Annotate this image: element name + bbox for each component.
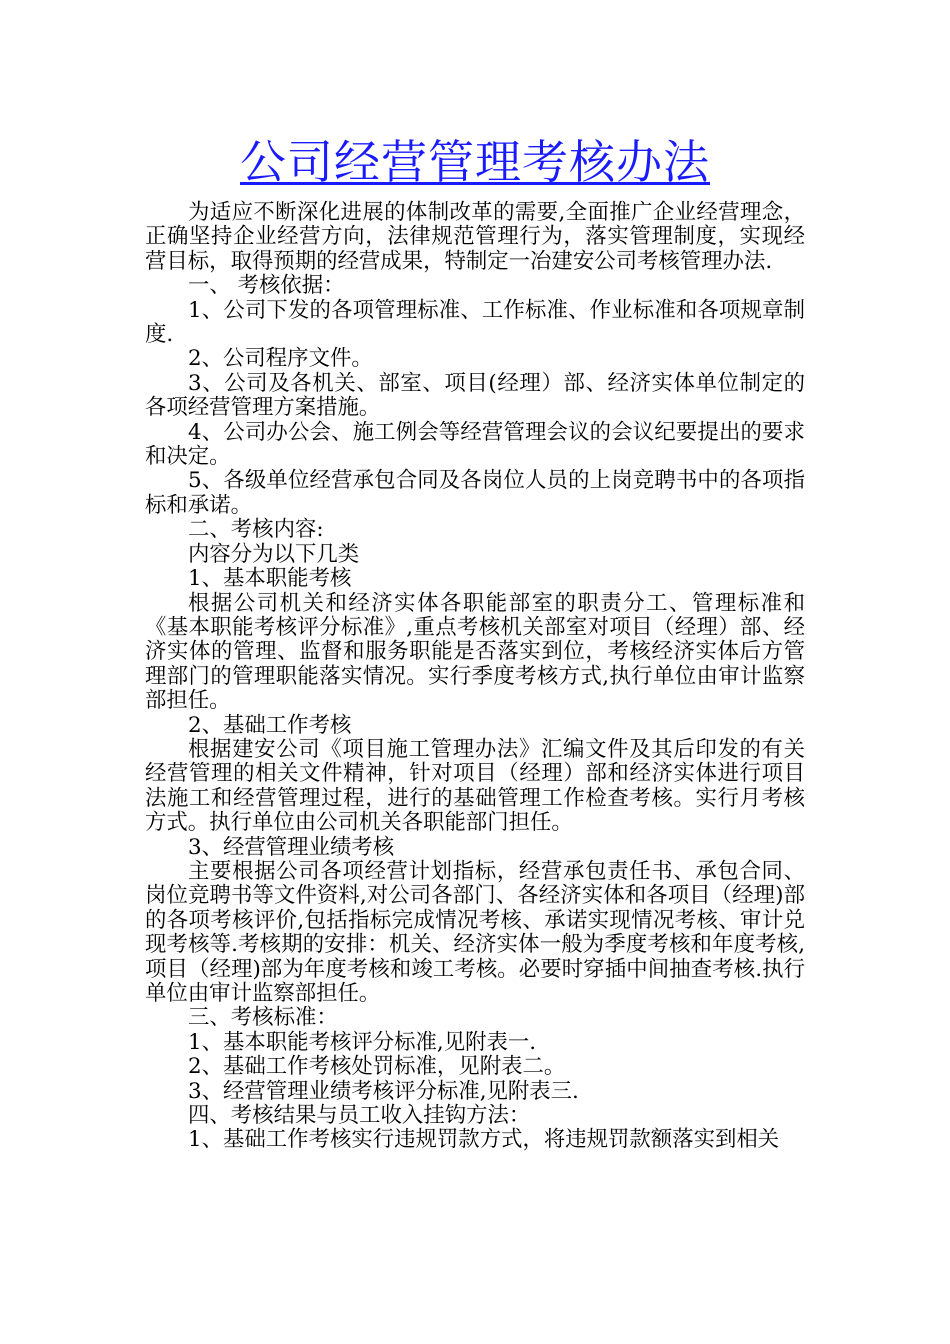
section-heading: 二、考核内容: (188, 517, 324, 543)
subsection-heading: 1、基本职能考核 (188, 566, 352, 592)
paragraph: 2、公司程序文件。 (188, 346, 373, 372)
paragraph: 根据公司机关和经济实体各职能部室的职责分工、管理标准和《基本职能考核评分标准》,重点考核机关部室对项目（经理）部、经济实体的管理、监督和服务职能是否落实到位，考核经济实体后方管理部门的管理职能落实情况。实行季度考核方式,执行单位由审计监察部担任。 (145, 590, 805, 714)
subsection-heading: 2、基础工作考核 (188, 712, 352, 738)
section-heading: 三、考核标准： (188, 1005, 338, 1031)
paragraph: 1、基础工作考核实行违规罚款方式，将违规罚款额落实到相关 (188, 1127, 780, 1153)
paragraph: 根据建安公司《项目施工管理办法》汇编文件及其后印发的有关经营管理的相关文件精神，针对项目（经理）部和经济实体进行项目法施工和经营管理过程，进行的基础管理工作检查考核。实行月考核方式。执行单位由公司机关各职能部门担任。 (145, 736, 805, 836)
section-heading: 一、 考核依据： (188, 273, 345, 299)
paragraph: 为适应不断深化进展的体制改革的需要,全面推广企业经营理念，正确坚持企业经营方向，法律规范管理行为，落实管理制度，实现经营目标，取得预期的经营成果，特制定一冶建安公司考核管理办法. (145, 200, 805, 274)
paragraph: 2、基础工作考核处罚标准，见附表二。 (188, 1054, 566, 1080)
section-heading: 四、考核结果与员工收入挂钩方法： (188, 1103, 531, 1129)
paragraph: 5、各级单位经营承包合同及各岗位人员的上岗竞聘书中的各项指标和承诺。 (145, 468, 805, 518)
document-body (145, 201, 805, 1153)
paragraph: 内容分为以下几类 (188, 541, 360, 567)
paragraph: 3、公司及各机关、部室、项目(经理）部、经济实体单位制定的各项经营管理方案措施。 (145, 370, 805, 421)
paragraph: 1、公司下发的各项管理标准、工作标准、作业标准和各项规章制度. (145, 297, 805, 348)
paragraph: 3、经营管理业绩考核评分标准,见附表三. (188, 1078, 579, 1104)
paragraph: 1、基本职能考核评分标准,见附表一. (188, 1029, 537, 1055)
subsection-heading: 3、经营管理业绩考核 (188, 834, 395, 860)
paragraph: 4、公司办公会、施工例会等经营管理会议的会议纪要提出的要求和决定。 (145, 419, 805, 470)
document-title: 公司经营管理考核办法 (240, 135, 710, 189)
paragraph: 主要根据公司各项经营计划指标，经营承包责任书、承包合同、岗位竞聘书等文件资料,对公司各部门、各经济实体和各项目（经理)部的各项考核评价,包括指标完成情况考核、承诺实现情况考核、审计兑现考核等.考核期的安排：机关、经济实体一般为季度考核和年度考核,项目（经理)部为年度考核和竣工考核。必要时穿插中间抽查考核.执行单位由审计监察部担任。 (145, 858, 805, 1006)
